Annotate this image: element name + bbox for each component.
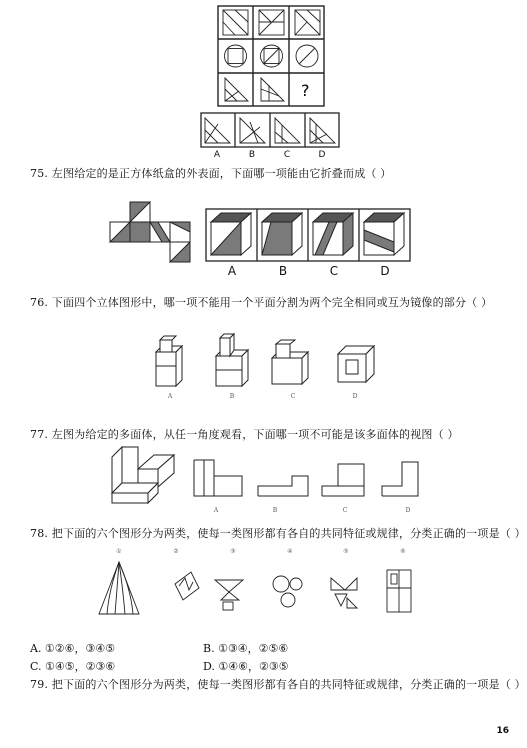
q77-option-label-d: D <box>405 507 411 514</box>
q78-option-a[interactable]: A. ①②⑥，③④⑤ <box>30 642 116 655</box>
q77-option-label-b: B <box>272 507 278 514</box>
q78-figures <box>95 560 425 618</box>
q78-figure-label-3: ③ <box>230 548 236 555</box>
q78-figure-label-2: ② <box>173 548 179 555</box>
q77-option-label-a: A <box>213 507 219 514</box>
q74-options-strip <box>200 112 340 148</box>
q76-question-text: 76. 下面四个立体图形中，哪一项不能用一个平面分割为两个完全相同或互为镜像的部分（ ） <box>30 296 493 309</box>
q78-figure-label-1: ① <box>116 548 122 555</box>
q75-option-label-d: D <box>380 264 390 278</box>
page-number: 16 <box>496 726 509 736</box>
q74-option-label-c: C <box>283 150 291 160</box>
q79-question-text: 79. 把下面的六个图形分为两类，使每一类图形都有各自的共同特征或规律，分类正确的一项是（ ） <box>30 678 526 691</box>
q78-question-text: 78. 把下面的六个图形分为两类，使每一类图形都有各自的共同特征或规律，分类正确的一项是（ ） <box>30 527 526 540</box>
q74-grid <box>217 5 325 107</box>
q78-figure-label-4: ④ <box>287 548 293 555</box>
q77-view-options <box>192 458 422 502</box>
q77-option-label-c: C <box>342 507 348 514</box>
q76-option-label-d: D <box>352 393 358 400</box>
q77-polyhedron <box>108 443 178 507</box>
q74-question-mark: ? <box>301 81 310 100</box>
q74-option-label-a: A <box>213 150 221 160</box>
q76-solid-figures <box>150 330 380 392</box>
q75-option-label-b: B <box>278 264 288 278</box>
q76-option-label-c: C <box>290 393 296 400</box>
q75-question-text: 75. 左图给定的是正方体纸盒的外表面，下面哪一项能由它折叠而成（ ） <box>30 167 392 180</box>
q78-figure-label-5: ⑤ <box>343 548 349 555</box>
q74-option-label-b: B <box>248 150 256 160</box>
q75-option-label-a: A <box>227 264 237 278</box>
q78-option-c[interactable]: C. ①④⑤，②③⑥ <box>30 660 116 673</box>
q75-option-label-c: C <box>329 264 339 278</box>
q76-option-label-b: B <box>229 393 235 400</box>
q74-option-label-d: D <box>318 150 326 160</box>
q75-cube-options <box>205 208 411 262</box>
q78-option-b[interactable]: B. ①③④，②⑤⑥ <box>203 642 289 655</box>
q75-net-figure <box>110 200 192 264</box>
q77-question-text: 77. 左图为给定的多面体，从任一角度观看，下面哪一项不可能是该多面体的视图（ ） <box>30 428 459 441</box>
q78-option-d[interactable]: D. ①④⑥，②③⑤ <box>203 660 289 673</box>
q76-option-label-a: A <box>167 393 173 400</box>
q78-figure-label-6: ⑥ <box>400 548 406 555</box>
